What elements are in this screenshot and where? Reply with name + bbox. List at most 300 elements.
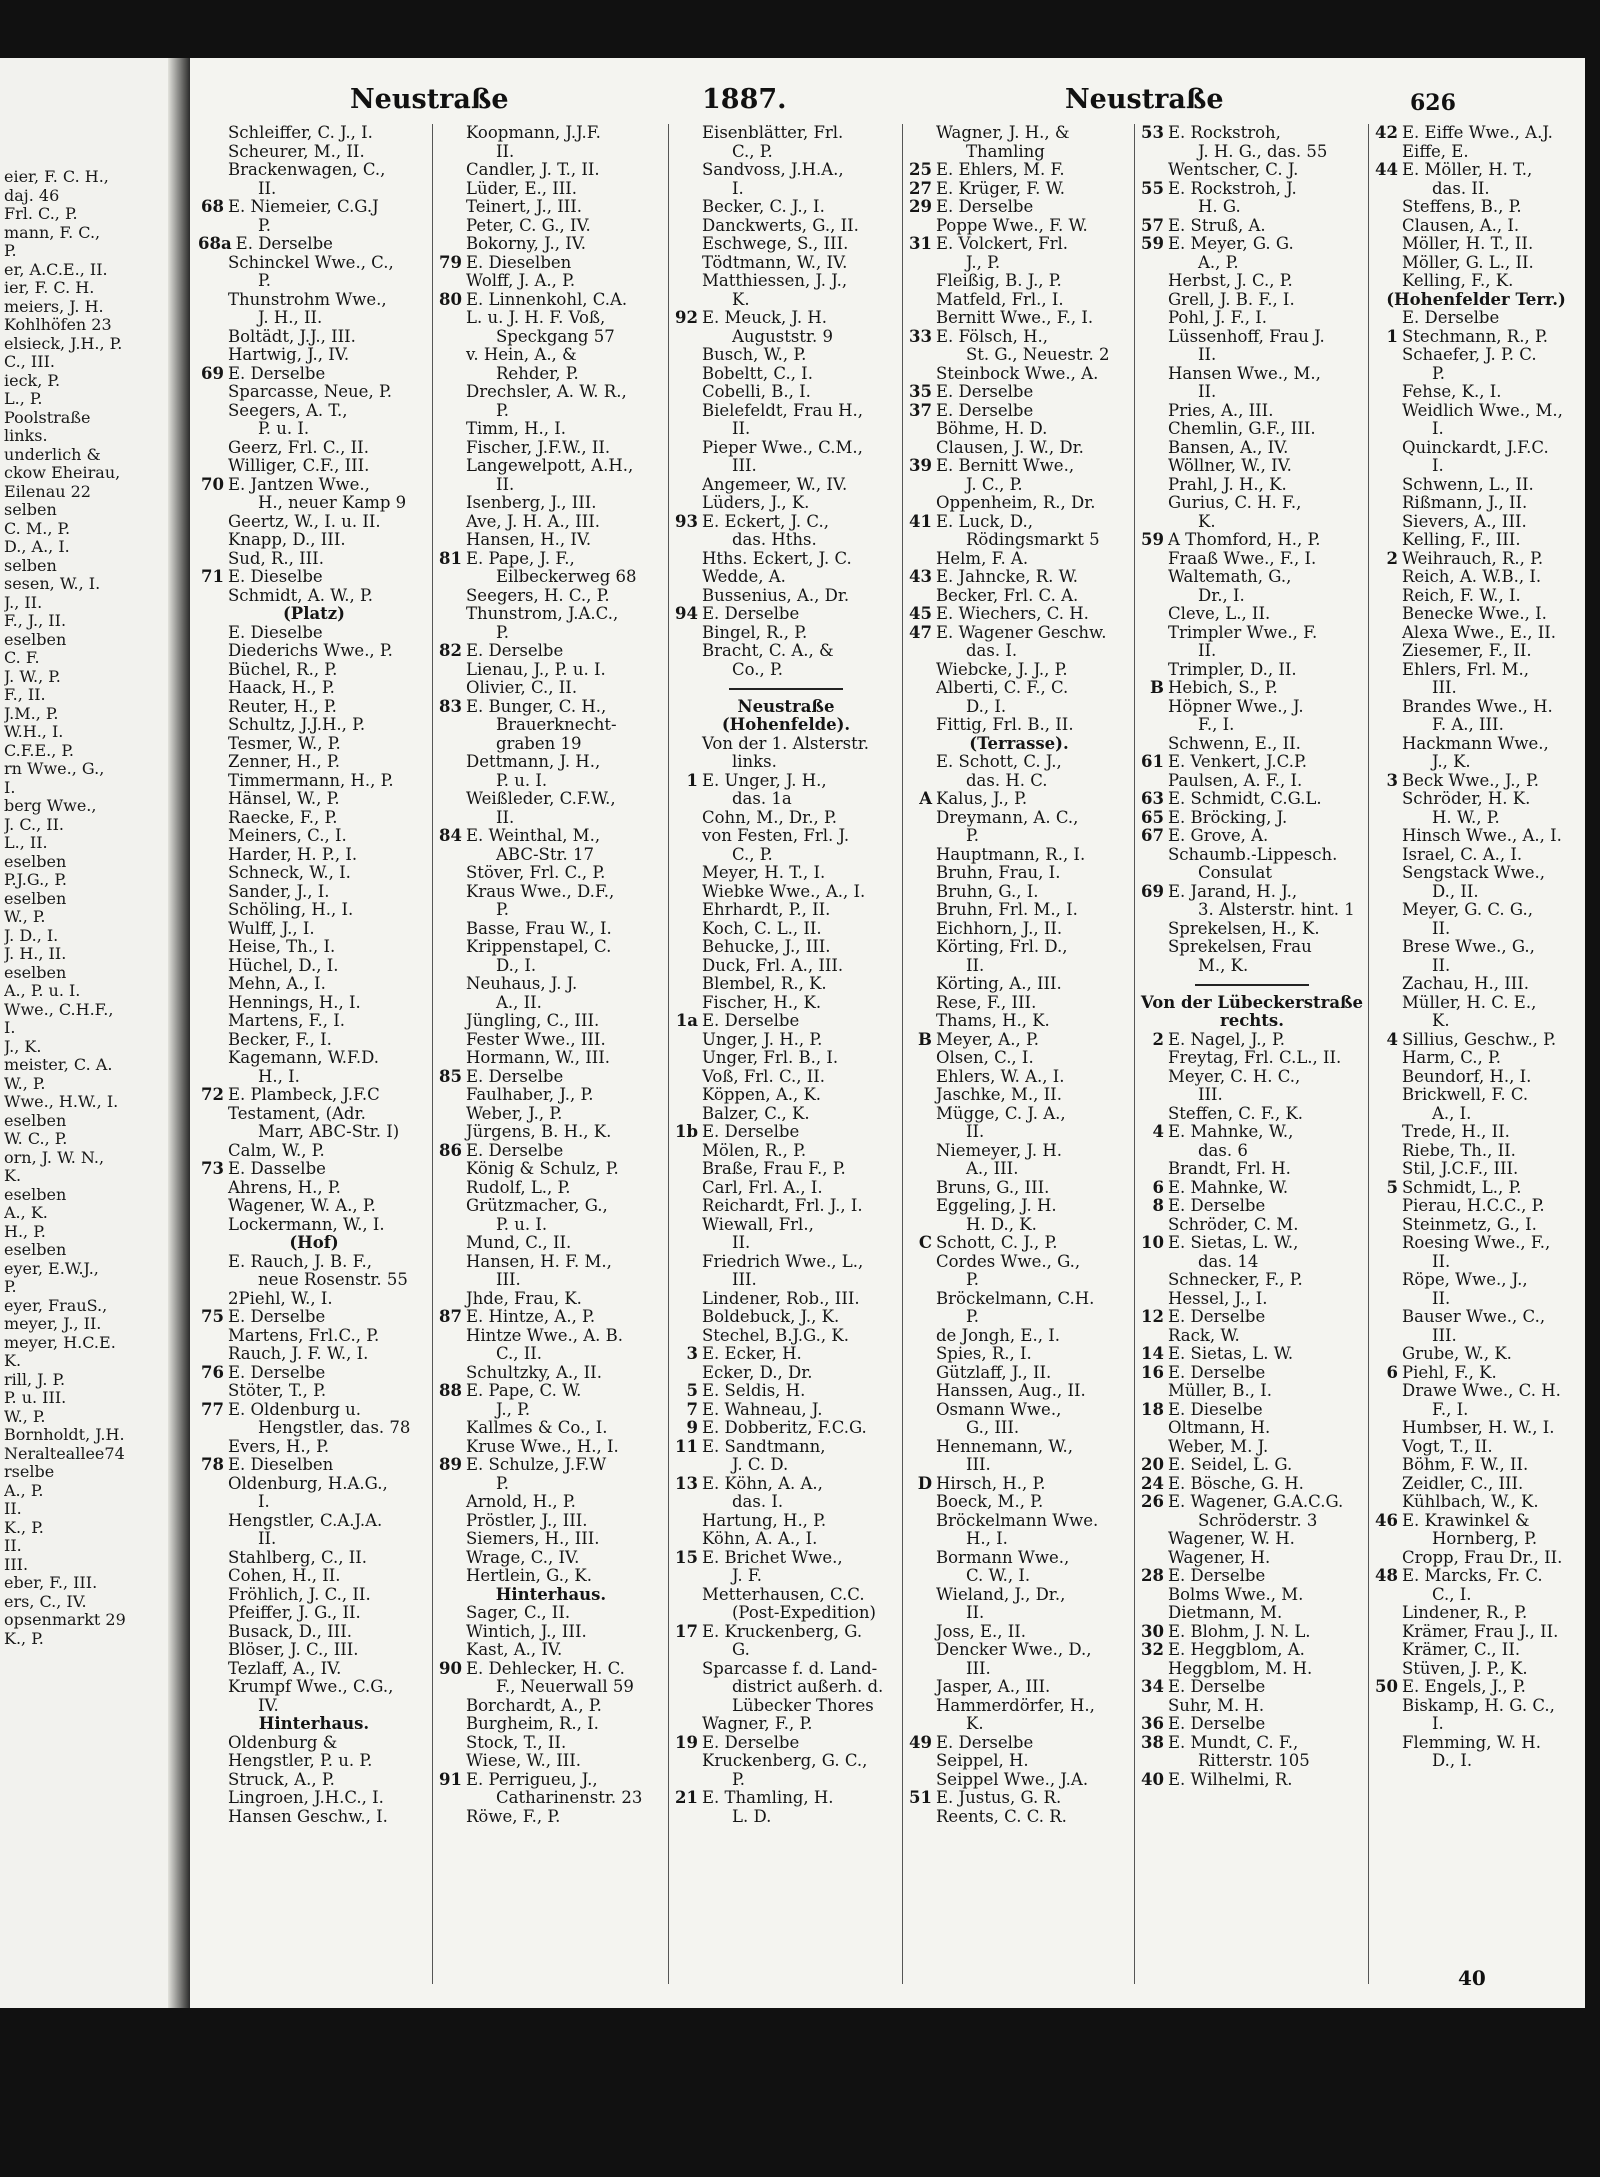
directory-entry [198,1253,430,1272]
resident-entry: Schaefer, J. P. C. [1402,346,1537,364]
directory-entry [1372,1364,1580,1383]
directory-entry [1372,1179,1580,1198]
resident-entry: Fraaß Wwe., F., I. [1168,549,1317,568]
left-page-line: Neralteallee74 [4,1444,125,1463]
directory-entry [672,494,900,513]
entry-continuation: P. [496,1474,510,1493]
resident-entry: Thunstrohm Wwe., [228,290,387,309]
resident-entry: E. Weinthal, M., [466,827,601,845]
entry-continuation: III. [1198,1086,1223,1104]
directory-entry [1372,698,1580,717]
entry-continuation: P. [966,1308,980,1326]
directory-entry [906,1179,1132,1198]
directory-page [190,58,1585,2008]
resident-entry: Martens, F., I. [228,1012,345,1030]
resident-entry: Eiffe, E. [1402,142,1469,161]
left-page-line: J., K. [4,1037,42,1056]
directory-entry [672,513,900,532]
resident-entry: Stöter, T., P. [228,1382,327,1400]
resident-entry: Köhn, A. A., I. [702,1530,818,1548]
column-rule [1368,124,1369,1984]
resident-entry: Zeidler, C., III. [1402,1474,1524,1493]
resident-entry: E. Engels, J., P. [1402,1678,1526,1696]
resident-entry: E. Bösche, G. H. [1168,1474,1304,1493]
directory-entry [1138,1179,1366,1198]
directory-entry [436,1623,666,1642]
house-number: 42 [1375,124,1398,142]
resident-entry: Krippenstapel, C. [466,938,612,956]
directory-entry [1138,1105,1366,1124]
directory-entry [198,198,430,217]
directory-entry [1372,1660,1580,1679]
directory-entry [906,457,1132,476]
resident-entry: Sandvoss, J.H.A., [702,161,844,179]
directory-entry [672,309,900,328]
resident-entry: Wiebke Wwe., A., I. [702,882,866,901]
left-page-line: F., II. [4,686,46,704]
directory-entry [906,1808,1132,1827]
left-page-line: elsieck, J.H., P. [4,334,123,353]
directory-entry [1138,1641,1366,1660]
resident-entry: Wedde, A. [702,568,786,586]
resident-entry: Cohn, M., Dr., P. [702,808,837,827]
resident-entry: 2Piehl, W., I. [228,1289,333,1308]
resident-entry: Ave, J. H. A., III. [466,512,600,531]
resident-entry: Brandt, Frl. H. [1168,1160,1291,1178]
resident-entry: E. Wahneau, J. [702,1400,823,1419]
entry-continuation: 3. Alsterstr. hint. 1 [1198,901,1355,919]
entry-continuation: III. [1432,1326,1457,1345]
resident-entry: Bussenius, A., Dr. [702,586,850,605]
left-page-line: ckow Eheirau, [4,464,121,482]
house-number: 32 [1141,1641,1164,1659]
resident-entry: Pohl, J. F., I. [1168,309,1267,327]
entry-continuation: C. W., I. [966,1567,1031,1585]
directory-entry [672,1345,900,1364]
resident-entry: Becker, Frl. C. A. [936,586,1079,605]
directory-entry [436,1456,666,1475]
resident-entry: Hertlein, G., K. [466,1567,593,1585]
resident-entry: Jasper, A., III. [936,1678,1051,1696]
directory-entry [906,1382,1132,1401]
resident-entry: Eichhorn, J., II. [936,919,1063,938]
directory-entry [906,513,1132,532]
directory-entry [436,1234,666,1253]
resident-entry: Boltädt, J.J., III. [228,327,356,346]
directory-entry [436,698,666,717]
entry-continuation: III. [496,1271,521,1289]
section-heading: (Hohenfelde). [721,716,851,734]
house-number: 6 [1152,1178,1164,1197]
entry-continuation: P. [258,216,272,235]
resident-entry: E. Derselbe [936,1733,1034,1752]
resident-entry: E. Derselbe [1402,309,1500,327]
directory-entry [198,1216,430,1235]
directory-entry [198,1086,430,1105]
house-number: 5 [686,1382,698,1400]
resident-entry: v. Hein, A., & [466,346,577,364]
directory-entry [198,1734,430,1753]
resident-entry: E. Köhn, A. A., [702,1474,823,1493]
resident-entry: Bernitt Wwe., F., I. [936,309,1094,327]
resident-entry: Schott, C. J., P. [936,1234,1058,1252]
resident-entry: Bolms Wwe., M. [1168,1585,1304,1604]
directory-entry [1138,1123,1366,1142]
resident-entry: E. Rauch, J. B. F., [228,1252,372,1271]
resident-entry: Rauch, J. F. W., I. [228,1345,369,1363]
house-number: 79 [439,253,462,272]
resident-entry: Büchel, R., P. [228,660,338,679]
directory-entry [672,161,900,180]
resident-entry: Meyer, A., P. [936,1030,1039,1049]
resident-entry: Evers, H., P. [228,1437,330,1456]
entry-continuation: Dr., I. [1198,586,1245,605]
directory-entry [906,605,1132,624]
directory-entry [1372,1549,1580,1568]
directory-entry [1372,346,1580,365]
resident-entry: E. Derselbe [466,642,564,660]
resident-entry: Wieland, J., Dr., [936,1585,1066,1604]
resident-entry: Wintich, J., III. [466,1622,587,1641]
directory-entry [436,1012,666,1031]
resident-entry: Höpner Wwe., J. [1168,697,1304,716]
entry-continuation: Auguststr. 9 [732,327,833,346]
directory-entry [906,1234,1132,1253]
directory-entry [906,1068,1132,1087]
resident-entry: Hebich, S., P. [1168,679,1278,697]
directory-entry [436,1549,666,1568]
entry-continuation: das. II. [1432,179,1490,198]
entry-continuation: Schröderstr. 3 [1198,1511,1318,1530]
directory-entry [1372,476,1580,495]
directory-entry [1138,531,1366,550]
resident-entry: Flemming, W. H. [1402,1733,1541,1752]
directory-entry [198,698,430,717]
directory-entry [1138,180,1366,199]
house-number: 21 [675,1789,698,1807]
resident-entry: Ehrhardt, P., II. [702,901,831,919]
directory-entry [198,1382,430,1401]
directory-entry [1138,1234,1366,1253]
entry-continuation: III. [966,1456,991,1474]
resident-entry: Krämer, Frau J., II. [1402,1622,1559,1641]
directory-entry [672,1364,900,1383]
resident-entry: Lockermann, W., I. [228,1215,385,1234]
resident-entry: E. Venkert, J.C.P. [1168,753,1307,771]
directory-entry [906,198,1132,217]
entry-continuation: J., P. [966,253,1001,272]
resident-entry: Kelling, F., K. [1402,272,1514,290]
left-page-line: K., P. [4,1629,44,1648]
directory-entry [672,1586,900,1605]
directory-entry [672,235,900,254]
left-page-line: ers, C., IV. [4,1592,87,1611]
entry-continuation: K. [1432,1012,1450,1030]
directory-entry [198,957,430,976]
entry-continuation: P. u. I. [496,771,548,790]
directory-entry [1372,550,1580,569]
resident-entry: Körting, Frl. D., [936,938,1068,956]
directory-entry [198,735,430,754]
directory-entry [1372,1308,1580,1327]
directory-entry [672,124,900,143]
resident-entry: Pries, A., III. [1168,401,1274,420]
resident-entry: Sprekelsen, H., K. [1168,919,1320,938]
left-page-line: meyer, J., II. [4,1315,102,1333]
left-page-line: C.F.E., P. [4,741,74,760]
house-number: 24 [1141,1474,1164,1493]
resident-entry: Böhm, F. W., II. [1402,1456,1529,1474]
directory-entry [1372,1734,1580,1753]
directory-entry [1138,1660,1366,1679]
directory-entry [198,1345,430,1364]
resident-entry: Helm, F. A. [936,549,1029,568]
resident-entry: Balzer, C., K. [702,1104,810,1123]
house-number: 37 [909,401,932,420]
resident-entry: E. Struß, A. [1168,216,1266,235]
directory-entry [672,1123,900,1142]
resident-entry: E. Derselbe [702,1012,800,1030]
directory-entry [1372,143,1580,162]
resident-entry: Reich, A. W.B., I. [1402,568,1542,586]
directory-entry [906,550,1132,569]
directory-entry [198,402,430,421]
resident-entry: Hansen Geschw., I. [228,1807,388,1826]
directory-entry [672,550,900,569]
directory-entry [672,1475,900,1494]
resident-entry: Fittig, Frl. B., II. [936,716,1074,734]
directory-entry [436,1715,666,1734]
resident-entry: Schneck, W., I. [228,864,351,882]
directory-entry [1138,161,1366,180]
resident-entry: Pfeiffer, J. G., II. [228,1604,361,1622]
resident-entry: E. Pape, J. F., [466,549,575,568]
resident-entry: Seegers, A. T., [228,401,348,420]
directory-column-2 [436,124,666,1994]
resident-entry: Vogt, T., II. [1402,1437,1493,1456]
directory-entry [1372,383,1580,402]
resident-entry: Roesing Wwe., F., [1402,1234,1551,1252]
entry-continuation: H. W., P. [1432,808,1500,827]
directory-entry [436,1734,666,1753]
section-heading: (Hof) [289,1234,339,1252]
directory-entry [198,439,430,458]
resident-entry: Bingel, R., P. [702,623,808,642]
directory-entry [1372,772,1580,791]
resident-entry: Unger, Frl. B., I. [702,1049,839,1067]
directory-entry [1372,994,1580,1013]
resident-entry: Weber, M. J. [1168,1437,1269,1456]
resident-entry: Wagner, J. H., & [936,124,1070,142]
resident-entry: Bruhn, Frl. M., I. [936,901,1078,919]
directory-entry [906,679,1132,698]
directory-entry [672,1660,900,1679]
directory-entry [1372,494,1580,513]
left-page-line: P. [4,1278,17,1296]
directory-entry [1372,1493,1580,1512]
resident-entry: Heise, Th., I. [228,938,336,956]
resident-entry: Knapp, D., III. [228,531,346,549]
resident-entry: E. Wagener, G.A.C.G. [1168,1493,1344,1511]
resident-entry: Geerz, Frl. C., II. [228,438,369,457]
left-page-line: J. H., II. [4,945,67,963]
left-page-line: P. [4,242,17,260]
entry-continuation: II. [1432,1252,1451,1271]
house-number: 73 [201,1160,224,1178]
directory-entry [1372,1623,1580,1642]
directory-entry [198,365,430,384]
directory-entry [672,272,900,291]
header-year: 1887. [702,84,787,115]
house-number: 68a [198,235,232,253]
resident-entry: Paulsen, A. F., I. [1168,771,1303,790]
resident-entry: Wagner, F., P. [702,1715,813,1733]
directory-entry [198,827,430,846]
directory-entry [198,457,430,476]
resident-entry: Becker, F., I. [228,1030,332,1049]
resident-entry: Wiewall, Frl., [702,1215,814,1234]
resident-entry: Hennings, H., I. [228,993,361,1012]
resident-entry: Rack, W. [1168,1326,1240,1345]
directory-entry [436,217,666,236]
directory-entry [1138,1382,1366,1401]
section-divider [672,679,900,698]
resident-entry: Von der 1. Alsterstr. [702,734,870,753]
resident-entry: Eisenblätter, Frl. [702,124,844,142]
resident-entry: Danckwerts, G., II. [702,216,859,235]
resident-entry: Hennemann, W., [936,1437,1073,1456]
directory-entry [672,1512,900,1531]
directory-entry [672,1308,900,1327]
resident-entry: Weihrauch, R., P. [1402,549,1544,568]
resident-entry: Ehlers, Frl. M., [1402,660,1530,679]
entry-continuation: graben 19 [496,734,582,753]
resident-entry: Schröder, H. K. [1402,790,1531,808]
resident-entry: Boldebuck, J., K. [702,1308,840,1326]
directory-entry [198,124,430,143]
entry-continuation: J., P. [496,1400,531,1419]
house-number: 31 [909,235,932,253]
directory-entry [436,642,666,661]
resident-entry: E. Derselbe [228,1308,326,1326]
resident-entry: Oltmann, H. [1168,1419,1271,1437]
house-number: 9 [686,1419,698,1437]
directory-entry [672,1530,900,1549]
directory-entry [672,1253,900,1272]
resident-entry: Friedrich Wwe., L., [702,1252,864,1271]
resident-entry: E. Meuck, J. H. [702,309,828,327]
directory-entry [436,1197,666,1216]
resident-entry: Freytag, Frl. C.L., II. [1168,1049,1342,1067]
left-page-line: W., P. [4,908,46,926]
house-number: 78 [201,1456,224,1474]
resident-entry: Hansen, H. F. M., [466,1252,612,1271]
directory-entry [1138,420,1366,439]
resident-entry: E. Derselbe [936,401,1034,420]
entry-continuation: ABC-Str. 17 [496,845,595,864]
resident-entry: E. Seldis, H. [702,1382,806,1400]
house-number: 1b [674,1123,698,1141]
resident-entry: Gützlaff, J., II. [936,1363,1052,1382]
resident-entry: Koch, C. L., II. [702,919,822,938]
directory-entry [436,1123,666,1142]
section-heading: Von der Lübeckerstraße [1140,993,1364,1012]
resident-entry: E. Sietas, L. W., [1168,1234,1299,1252]
resident-entry: Olsen, C., I. [936,1049,1034,1067]
left-page-line: selben [4,556,57,575]
directory-entry [436,1438,666,1457]
directory-entry [1372,1678,1580,1697]
directory-entry [198,476,430,495]
resident-entry: Rißmann, J., II. [1402,494,1528,512]
left-page-line: eselben [4,630,67,649]
directory-entry [906,291,1132,310]
directory-entry [1138,1327,1366,1346]
directory-entry [436,531,666,550]
directory-entry [906,1086,1132,1105]
resident-entry: Blöser, J. C., III. [228,1641,359,1659]
directory-entry [906,1438,1132,1457]
entry-continuation: I. [1432,457,1444,475]
resident-entry: Grube, W., K. [1402,1345,1512,1363]
resident-entry: de Jongh, E., I. [936,1326,1060,1345]
resident-entry: Behucke, J., III. [702,938,831,956]
resident-entry: Sillius, Geschw., P. [1402,1030,1557,1049]
house-number: 28 [1141,1567,1164,1585]
directory-entry [198,1308,430,1327]
directory-entry [1138,1049,1366,1068]
left-page-line: II. [4,1500,22,1518]
directory-entry [198,679,430,698]
house-number: 18 [1141,1400,1164,1419]
house-number: 16 [1141,1363,1164,1382]
directory-entry [1372,272,1580,291]
directory-entry [672,864,900,883]
directory-entry [672,365,900,384]
left-page-line: Kohlhöfen 23 [4,316,112,334]
resident-entry: Weißleder, C.F.W., [466,790,616,808]
resident-entry: Stil, J.C.F., III. [1402,1160,1519,1178]
resident-entry: Piehl, F., K. [1402,1363,1497,1382]
left-page-line: K. [4,1167,22,1185]
directory-entry [1372,846,1580,865]
house-number: 33 [909,327,932,346]
resident-entry: Niemeyer, J. H. [936,1141,1062,1160]
house-number: 3 [1386,771,1398,790]
directory-entry [906,1345,1132,1364]
resident-entry: Suhr, M. H. [1168,1696,1265,1715]
resident-entry: E. Derselbe [936,198,1034,216]
directory-column-6 [1372,124,1580,1994]
resident-entry: Schmidt, A. W., P. [228,586,373,605]
left-page-line: W., P. [4,1074,46,1093]
entry-continuation: das. 6 [1198,1141,1248,1160]
directory-entry [1372,1382,1580,1401]
directory-entry [1372,1216,1580,1235]
entry-continuation: das. 1a [732,790,792,808]
resident-entry: Hammerdörfer, H., [936,1696,1095,1715]
directory-entry [198,1512,430,1531]
directory-entry [1372,439,1580,458]
directory-entry [1138,1197,1366,1216]
resident-entry: Cohen, H., II. [228,1567,341,1585]
left-page-line: J. D., I. [4,926,59,945]
directory-entry [1138,291,1366,310]
directory-entry [198,1160,430,1179]
directory-entry [672,1752,900,1771]
directory-entry [436,254,666,273]
resident-entry: Jürgens, B. H., K. [466,1123,612,1141]
